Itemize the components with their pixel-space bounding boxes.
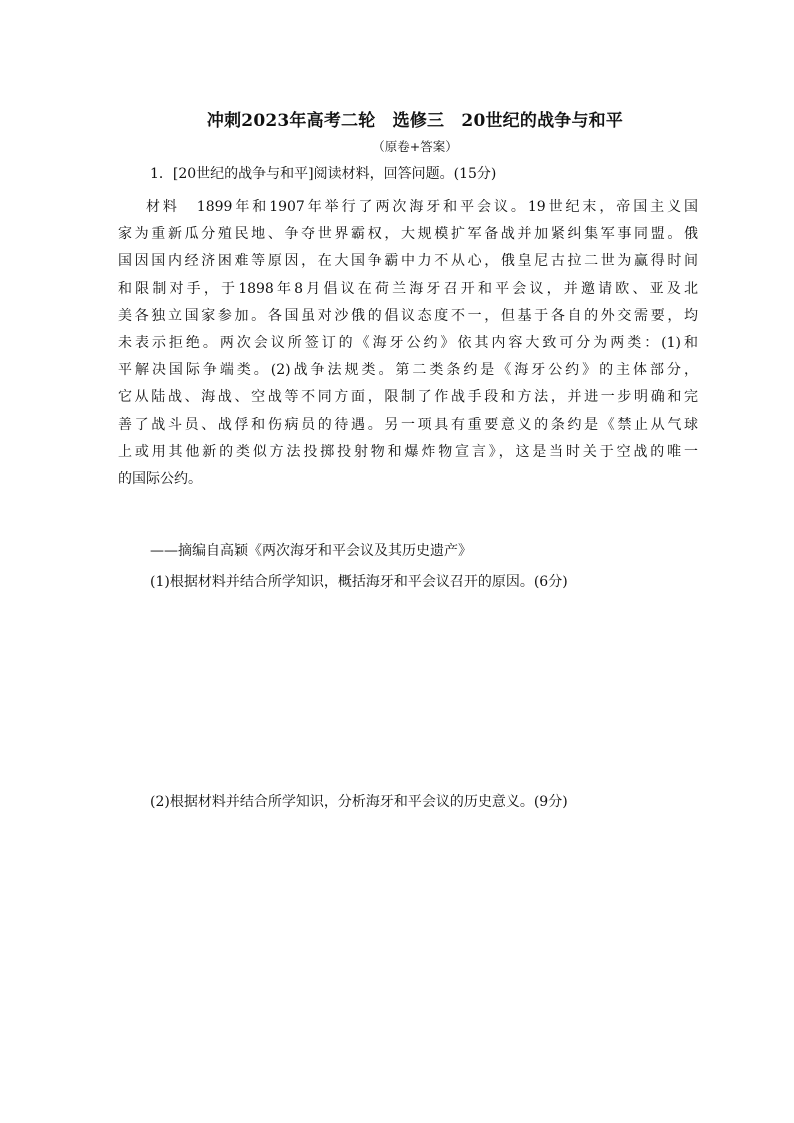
material-line: 国因国内经济困难等原因，在大国争霸中力不从心，俄皇尼古拉二世为赢得时间: [118, 253, 698, 270]
material-line: 家为重新瓜分殖民地、争夺世界霸权，大规模扩军备战并加紧纠集军事同盟。俄: [118, 226, 698, 243]
material-line: 和限制对手，于1898年8月倡议在荷兰海牙召开和平会议，并邀请欧、亚及北: [118, 280, 698, 297]
material-source: ——摘编自高颖《两次海牙和平会议及其历史遗产》: [150, 543, 472, 559]
material-line: 上或用其他新的类似方法投掷投射物和爆炸物宣言》，这是当时关于空战的唯一: [118, 443, 698, 460]
sub-question-2: (2)根据材料并结合所学知识，分析海牙和平会议的历史意义。(9分): [150, 794, 568, 810]
sub-question-1: (1)根据材料并结合所学知识，概括海牙和平会议召开的原因。(6分): [150, 574, 568, 590]
material-passage: [118, 194, 698, 493]
material-line: 善了战斗员、战俘和伤病员的待遇。另一项具有重要意义的条约是《禁止从气球: [118, 416, 698, 433]
material-line: 它从陆战、海战、空战等不同方面，限制了作战手段和方法，并进一步明确和完: [118, 389, 698, 406]
material-line: 美各独立国家参加。各国虽对沙俄的倡议态度不一，但基于各自的外交需要，均: [118, 307, 698, 324]
question-header: 1．[20世纪的战争与和平]阅读材料，回答问题。(15分): [150, 166, 497, 182]
document-title: 冲刺2023年高考二轮 选修三 20世纪的战争与和平: [206, 111, 624, 131]
material-line: 材料 1899年和1907年举行了两次海牙和平会议。19世纪末，帝国主义国: [146, 199, 698, 215]
material-line: 平解决国际争端类。(2)战争法规类。第二类条约是《海牙公约》的主体部分，: [118, 362, 698, 379]
material-line: 的国际公约。: [118, 470, 202, 487]
document-subtitle: （原卷+答案）: [372, 139, 458, 154]
material-line: 未表示拒绝。两次会议所签订的《海牙公约》依其内容大致可分为两类：(1)和: [118, 334, 698, 351]
